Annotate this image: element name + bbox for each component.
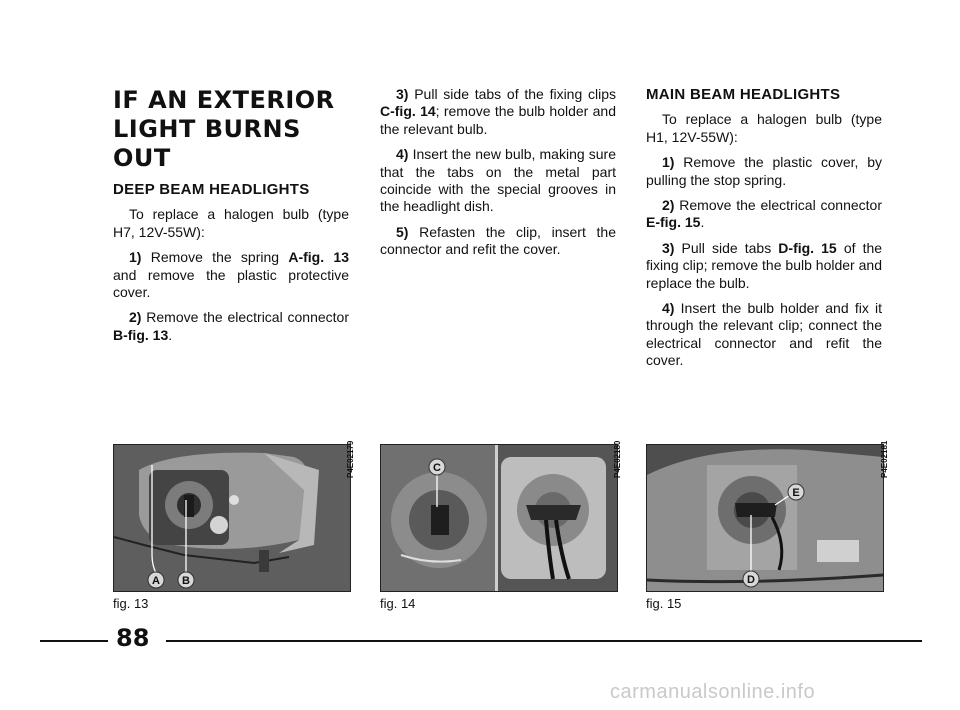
figure-14-code: P4E02180: [613, 440, 622, 478]
watermark: carmanualsonline.info: [610, 681, 816, 703]
deep-beam-step-2: 2) Remove the electrical connector B-fig. 13.: [113, 309, 349, 343]
deep-beam-step-3: 3) Pull side tabs of the fixing clips C-fig. 14; remove the bulb holder and the relevant bulb.: [380, 86, 617, 137]
main-beam-step-4: 4) Insert the bulb holder and fix it through the relevant clip; connect the electrical connector and refit the cover.: [646, 300, 883, 369]
column-middle: [380, 86, 616, 267]
label-d: D: [747, 574, 755, 586]
figure-13-caption: fig. 13: [113, 596, 149, 611]
figure-13-photo: [113, 444, 351, 592]
label-e: E: [792, 487, 800, 499]
deep-beam-intro: To replace a halogen bulb (type H7, 12V-55W):: [113, 206, 349, 240]
deep-beam-step-1: 1) Remove the spring A-fig. 13 and remove the plastic protective cover.: [113, 249, 349, 301]
figure-15-caption: fig. 15: [646, 596, 682, 611]
label-a: A: [152, 575, 160, 587]
figure-13-code: P4E02179: [346, 440, 355, 478]
deep-beam-step-4: 4) Insert the new bulb, making sure that the tabs on the metal part coincide with the special grooves in the headlight dish.: [380, 146, 616, 215]
label-c: C: [433, 462, 441, 474]
figure-15-code: P4E02181: [880, 440, 889, 478]
page-title: IF AN EXTERIOR LIGHT BURNS OUT: [113, 86, 335, 172]
page-number: 88: [116, 624, 150, 652]
footer-rule-right: [166, 640, 922, 642]
main-beam-step-3: 3) Pull side tabs D-fig. 15 of the fixing clip; remove the bulb holder and replace the bulb.: [646, 239, 883, 291]
deep-beam-step-5: 5) Refasten the clip, insert the connector and refit the cover.: [380, 223, 617, 258]
column-right: [646, 86, 882, 378]
column-left: [113, 86, 349, 352]
main-beam-intro: To replace a halogen bulb (type H1, 12V-55W):: [646, 111, 882, 145]
figure-14-photo: [380, 444, 618, 592]
main-beam-step-1: 1) Remove the plastic cover, by pulling the stop spring.: [646, 154, 882, 188]
footer-rule-left: [40, 640, 108, 642]
main-beam-step-2: 2) Remove the electrical connector E-fig. 15.: [646, 197, 882, 231]
main-beam-heading: MAIN BEAM HEADLIGHTS: [646, 86, 841, 103]
deep-beam-heading: DEEP BEAM HEADLIGHTS: [113, 181, 310, 198]
figure-14-caption: fig. 14: [380, 596, 416, 611]
label-b: B: [182, 575, 190, 587]
figure-15-photo: [646, 444, 884, 592]
